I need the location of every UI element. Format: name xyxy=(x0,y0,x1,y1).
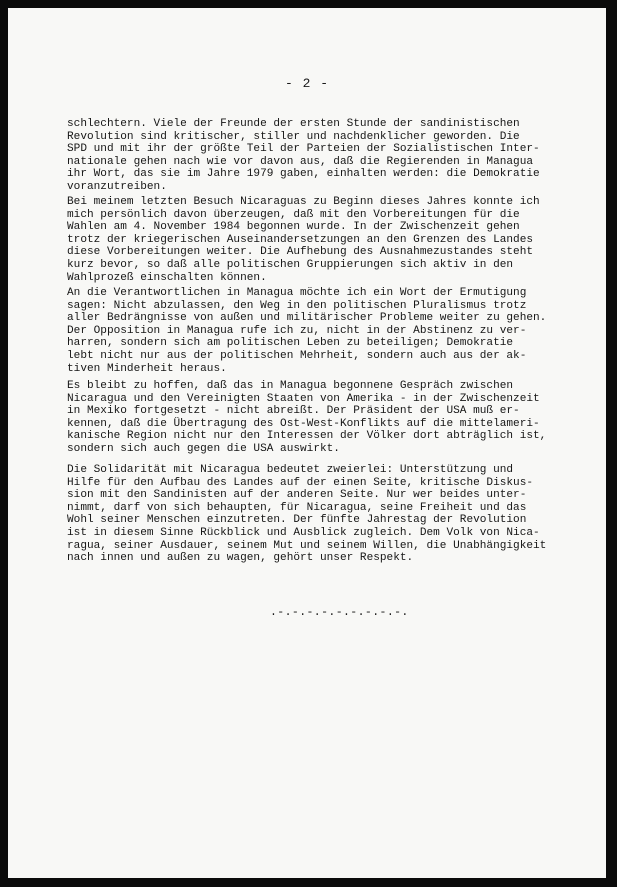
text-line: Wahlprozeß einschalten können. xyxy=(67,271,267,284)
text-line: Hilfe für den Aufbau des Landes auf der einen Seite, kritische Diskus- xyxy=(67,476,534,489)
text-line: nach innen und außen zu wagen, gehört unser Respekt. xyxy=(67,552,414,565)
text-line: sagen: Nicht abzulassen, den Weg in den politischen Pluralismus trotz xyxy=(67,299,527,312)
text-line: diese Vorbereitungen weiter. Die Aufhebung des Ausnahmezustandes steht xyxy=(67,246,534,259)
text-line: in Mexiko fortgesetzt - nicht abreißt. Der Präsident der USA muß er- xyxy=(67,405,520,418)
text-line: Die Solidarität mit Nicaragua bedeutet zweierlei: Unterstützung und xyxy=(67,464,514,476)
text-line: voranzutreiben. xyxy=(67,180,167,193)
text-line: Wahlen am 4. November 1984 begonnen wurde. In der Zwischenzeit gehen xyxy=(67,221,520,234)
text-line: nimmt, darf von sich behaupten, für Nicaragua, seine Freiheit und das xyxy=(67,501,527,514)
text-line: kanische Region nicht nur den Interessen der Völker dort abträglich ist, xyxy=(67,430,547,443)
text-line: kurz bevor, so daß alle politischen Gruppierungen sich aktiv in den xyxy=(67,258,514,271)
text-line: tiven Minderheit heraus. xyxy=(67,362,227,375)
text-line: mich persönlich davon überzeugen, daß mit den Vorbereitungen für die xyxy=(67,208,520,221)
paragraph-1 xyxy=(67,118,577,194)
text-line: sondern sich auch gegen die USA auswirkt. xyxy=(67,442,340,455)
text-line: schlechtern. Viele der Freunde der ersten Stunde der sandinistischen xyxy=(67,118,520,130)
paragraph-4 xyxy=(67,380,577,456)
text-line: Wohl seiner Menschen einzutreten. Der fünfte Jahrestag der Revolution xyxy=(67,514,527,527)
text-line: harren, sondern sich am politischen Leben zu beteiligen; Demokratie xyxy=(67,337,514,350)
text-line: SPD und mit ihr der größte Teil der Parteien der Sozialistischen Inter- xyxy=(67,143,540,156)
text-line: lebt nicht nur aus der politischen Mehrheit, sondern auch aus der ak- xyxy=(67,349,527,362)
text-line: sion mit den Sandinisten auf der anderen Seite. Nur wer beides unter- xyxy=(67,489,527,502)
text-line: ihr Wort, das sie im Jahre 1979 gaben, einhalten werden: die Demokratie xyxy=(67,168,540,181)
text-line: kennen, daß die Übertragung des Ost-West-Konflikts auf die mittelameri- xyxy=(67,417,540,430)
paragraph-3 xyxy=(67,287,577,375)
text-line: ragua, seiner Ausdauer, seinem Mut und seinem Willen, die Unabhängigkeit xyxy=(67,539,547,552)
paragraph-5 xyxy=(67,464,577,565)
text-line: An die Verantwortlichen in Managua möchte ich ein Wort der Ermutigung xyxy=(67,287,527,299)
text-line: Bei meinem letzten Besuch Nicaraguas zu Beginn dieses Jahres konnte ich xyxy=(67,196,540,208)
page-number: - 2 - xyxy=(284,76,329,91)
text-line: nationale gehen nach wie vor davon aus, daß die Regierenden in Managua xyxy=(67,155,534,168)
text-line: Revolution sind kritischer, stiller und nachdenklicher geworden. Die xyxy=(67,130,520,143)
text-line: Der Opposition in Managua rufe ich zu, nicht in der Abstinenz zu ver- xyxy=(67,324,527,337)
paragraph-2 xyxy=(67,196,577,284)
document-page xyxy=(8,8,606,878)
text-line: ist in diesem Sinne Rückblick und Ausblick zugleich. Dem Volk von Nica- xyxy=(67,526,540,539)
closing-separator: .-.-.-.-.-.-.-.-.-. xyxy=(270,606,409,619)
text-line: trotz der kriegerischen Auseinandersetzungen an den Grenzen des Landes xyxy=(67,233,534,246)
text-line: Nicaragua und den Vereinigten Staaten von Amerika - in der Zwischenzeit xyxy=(67,392,540,405)
text-line: aller Bedrängnisse von außen und militärischer Probleme weiter zu gehen. xyxy=(67,312,547,325)
text-line: Es bleibt zu hoffen, daß das in Managua begonnene Gespräch zwischen xyxy=(67,380,514,392)
